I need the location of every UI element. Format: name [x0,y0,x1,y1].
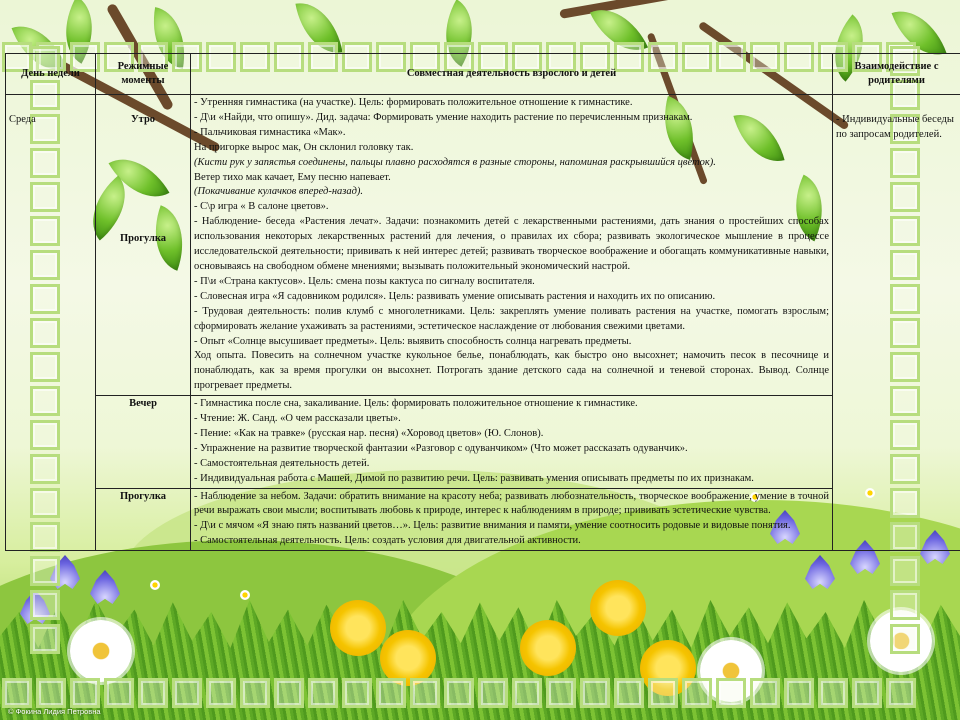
activity-line: (Покачивание кулачков вперед-назад). [194,186,364,198]
activity-line: Ветер тихо мак качает, Ему песню напевает. [194,171,391,183]
frame-square [104,678,134,708]
regime-cell: Прогулка [96,488,191,551]
activity-line: - Пальчиковая гимнастика «Мак». [194,126,346,138]
table-header-row [6,54,960,95]
activity-line: - С\р игра « В салоне цветов». [194,201,329,213]
frame-square [274,678,304,708]
activity-cell [191,488,833,551]
activity-line: - Утренняя гимнастика (на участке). Цель: формировать положительное отношение к гимнастике. [194,97,633,108]
frame-square [30,556,60,586]
small-flower-icon [240,590,250,600]
frame-square [614,678,644,708]
activity-line: - Д\и с мячом «Я знаю пять названий цветов…». Цель: развитие внимания и памяти, умение соотносить родовые и видовые понятия. [194,520,791,532]
activity-line: - Наблюдение- беседа «Растения лечат». Задачи: познакомить детей с лекарственными растениями, дать знания о простейших способах использования некоторых лекарственных растений для лечения, о правилах их сбора; развивать экологическое мышление в процессе исследовательской деятельности; прививать к ней интерес детей; развивать творческое воображение и обогащать коммуникативные навыки, основываясь на свободном обмене мнениями; вызывать положительный экономический настрой. [194,216,829,272]
activity-line: (Кисти рук у запястья соединены, пальцы плавно расходятся в разные стороны, напоминая раскрывшийся цветок). [194,156,716,168]
activity-cell [191,95,833,396]
activity-line: - Самостоятельная деятельность. Цель: создать условия для двигательной активности. [194,535,581,547]
frame-square [376,678,406,708]
daisy-icon [70,620,132,682]
dandelion-icon [520,620,576,676]
frame-square [444,678,474,708]
frame-square [716,678,746,708]
frame-square [546,678,576,708]
header-activity: Совместная деятельность взрослого и детей [191,54,833,95]
activity-line: - Чтение: Ж. Санд. «О чем рассказали цветы». [194,413,401,425]
frame-square [886,678,916,708]
activity-line: - Упражнение на развитие творческой фантазии «Разговор с одуванчиком» (Что может рассказать одуванчик». [194,442,688,454]
frame-square [580,678,610,708]
activity-line: - Трудовая деятельность: полив клумб с многолетниками. Цель: закреплять умение поливать растения на участке, помогать взрослым; сформировать желание ухаживать за растениями, эстетическое наслаждение от любования свежими цветами. [194,305,829,332]
frame-square [342,678,372,708]
regime-cell: Вечер [96,396,191,488]
frame-square [682,678,712,708]
activity-line: - Словесная игра «Я садовником родился». Цель: развивать умение описывать растения и находить их по описанию. [194,290,716,302]
table-row [6,488,960,551]
activity-line: - Пение: «Как на травке» (русская нар. песня) «Хоровод цветов» (Ю. Слонов). [194,427,544,439]
frame-square [30,624,60,654]
small-flower-icon [150,580,160,590]
copyright-text: © Фокина Лидия Петровна [8,707,101,716]
table-row [6,95,960,396]
decorative-frame-bottom [0,676,918,710]
frame-square [70,678,100,708]
frame-square [750,678,780,708]
frame-square [512,678,542,708]
activity-line: - Индивидуальная работа с Машей, Димой по развитию речи. Цель: развивать умения описывать предметы по их признакам. [194,472,754,484]
activity-line: - Опыт «Солнце высушивает предметы». Цель: выявить способность солнца нагревать предметы. [194,335,632,347]
frame-square [818,678,848,708]
frame-square [206,678,236,708]
dandelion-icon [590,580,646,636]
dandelion-icon [330,600,386,656]
activity-cell [191,396,833,488]
day-cell: Среда [6,95,96,551]
frame-square [30,590,60,620]
branch [559,0,758,19]
frame-square [36,678,66,708]
regime-cell [96,95,191,396]
header-parents: Взаимодействие с родителями [833,54,960,95]
frame-square [890,590,920,620]
frame-square [890,556,920,586]
frame-square [308,678,338,708]
schedule-table [5,53,960,551]
frame-square [890,624,920,654]
frame-square [478,678,508,708]
frame-square [2,678,32,708]
parents-cell: - Индивидуальные беседы по запросам родителей. [833,95,960,551]
activity-line: На пригорке вырос мак, Он склонил головку так. [194,141,414,153]
table-row [6,396,960,488]
activity-line: Ход опыта. Повесить на солнечном участке кукольное белье, понаблюдать, как быстро оно высохнет; намочить песок в песочнице и понаблюдать, как за время прогулки он высохнет. Потрогать здание детского сада на солнечной и теневой сторонах. Вывод. Солнце прогревает предметы. [194,350,829,392]
frame-square [240,678,270,708]
activity-line: - П\и «Страна кактусов». Цель: смена позы кактуса по сигналу воспитателя. [194,275,535,287]
activity-line: - Самостоятельная деятельность детей. [194,457,370,469]
frame-square [852,678,882,708]
frame-square [172,678,202,708]
frame-square [648,678,678,708]
frame-square [138,678,168,708]
header-regime: Режимные моменты [96,54,191,95]
activity-line: - Д\и «Найди, что опишу». Дид. задача: Формировать умение находить растение по перечисленным признакам. [194,111,693,123]
header-day: День недели [6,54,96,95]
frame-square [410,678,440,708]
regime-label: Прогулка [119,232,167,244]
frame-square [784,678,814,708]
activity-line: - Наблюдение за небом. Задачи: обратить внимание на красоту неба; развивать любознательность, творческое воображение, умение в точной речи выражать свои мысли; воспитывать любовь к природе, интерес к наблюдениям в природе; прививать эстетические чувства. [194,490,829,517]
regime-label: Утро [130,114,156,125]
activity-line: - Гимнастика после сна, закаливание. Цель: формировать положительное отношение к гимнастике. [194,398,638,410]
